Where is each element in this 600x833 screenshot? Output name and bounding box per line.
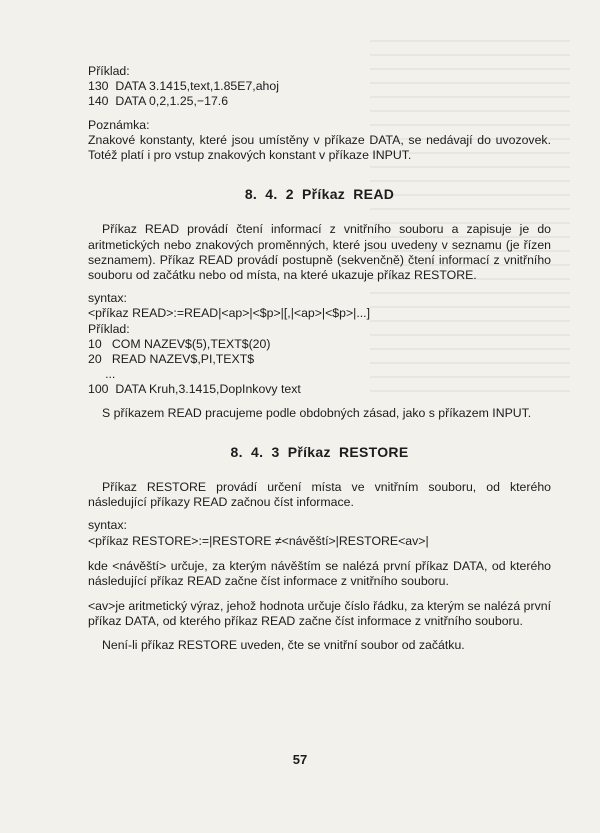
page-number: 57 xyxy=(292,752,308,767)
note-label: Poznámka: xyxy=(88,117,150,132)
section-heading-restore: 8. 4. 3 Příkaz RESTORE xyxy=(230,443,409,460)
code-line: 130 DATA 3.1415,text,1.85E7,ahoj xyxy=(88,79,279,94)
code-line: 20 READ NAZEV$,PI,TEXT$ xyxy=(88,352,255,367)
code-line: 140 DATA 0,2,1.25,−17.6 xyxy=(88,94,229,109)
example-block-data xyxy=(88,64,551,110)
restore-description: Příkaz RESTORE provádí určení místa ve vnitřním souboru, od kterého následující příkazy READ začnou číst informace. xyxy=(88,480,551,510)
example-label: Příklad: xyxy=(88,321,130,336)
restore-av-explanation: <av>je aritmetický výraz, jehož hodnota určuje číslo řádku, za kterým se nalézá první příkaz DATA, od kterého příkaz READ začne číst informace z vnitřního souboru. xyxy=(88,599,551,629)
code-line: 100 DATA Kruh,3.1415,DopInkovy text xyxy=(88,382,301,397)
read-example-code xyxy=(88,337,551,398)
restore-label-explanation: kde <návěští> určuje, za kterým návěštím se nalézá první příkaz DATA, od kterého následující příkaz READ začne číst informace z vnitřního souboru. xyxy=(88,558,551,589)
read-closing: S příkazem READ pracujeme podle obdobných zásad, jako s příkazem INPUT. xyxy=(102,405,532,420)
page-content xyxy=(88,64,551,653)
code-line: ... xyxy=(88,367,116,382)
read-syntax: <příkaz READ>:=READ|<ap>|<$p>|[,|<ap>|<$p>|...] xyxy=(88,306,371,321)
note-text: Znakové konstanty, které jsou umístěny v příkaze DATA, se nedávají do uvozovek. Totéž platí i pro vstup znakových konstant v příkaze INPUT. xyxy=(88,132,551,163)
section-heading-read: 8. 4. 2 Příkaz READ xyxy=(244,186,395,203)
read-description: Příkaz READ provádí čtení informací z vnitřního souboru a zapisuje je do aritmetických nebo znakových proměnných, které jsou uvedeny v seznamu (je řízen seznamem). Příkaz READ provádí postupně (sekvenčně) čtení informací z vnitřního souboru od začátku nebo od místa, na které ukazuje příkaz RESTORE. xyxy=(88,222,551,283)
syntax-label: syntax: xyxy=(88,291,127,306)
note-block xyxy=(88,118,551,164)
code-line: 10 COM NAZEV$(5),TEXT$(20) xyxy=(88,336,271,351)
example-label: Příklad: xyxy=(88,64,130,78)
syntax-label: syntax: xyxy=(88,518,127,533)
restore-syntax: <příkaz RESTORE>:=|RESTORE ≠<návěští>|RESTORE<av>| xyxy=(88,533,429,548)
restore-default-note: Není-li příkaz RESTORE uveden, čte se vnitřní soubor od začátku. xyxy=(102,637,465,652)
